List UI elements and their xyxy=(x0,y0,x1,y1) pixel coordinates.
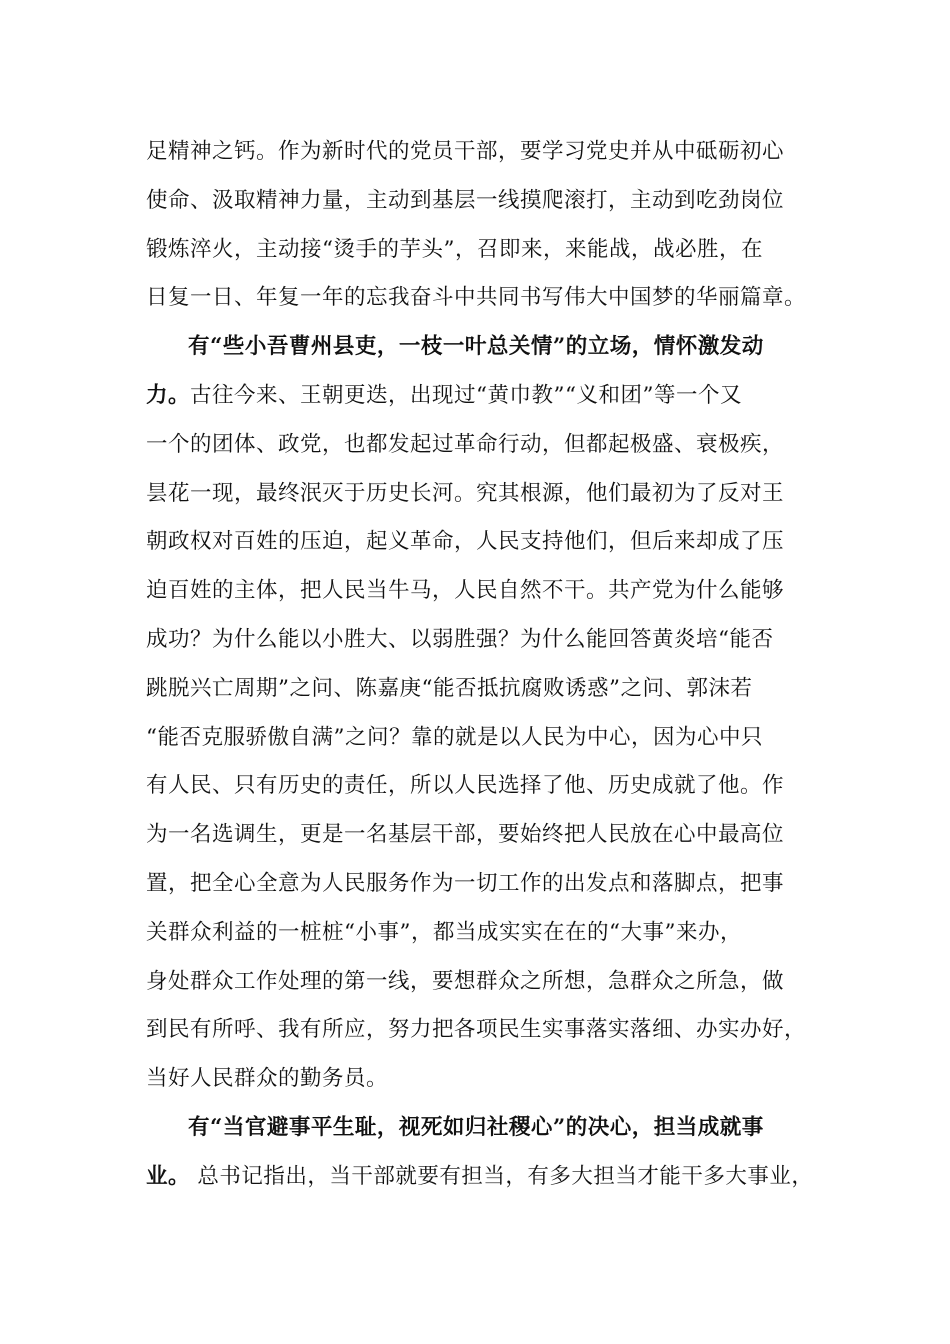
text-line: 为一名选调生，更是一名基层干部，要始终把人民放在心中最高位 xyxy=(146,822,785,848)
text-line xyxy=(146,1153,826,1202)
text-line: 身处群众工作处理的第一线，要想群众之所想，急群众之所急，做 xyxy=(146,968,785,994)
text-line: 日复一日、年复一年的忘我奋斗中共同书写伟大中国梦的华丽篇章。 xyxy=(146,285,807,311)
text-line: 成功？为什么能以小胜大、以弱胜强？为什么能回答黄炎培“能否 xyxy=(146,626,774,652)
text-line: “能否克服骄傲自满”之问？靠的就是以人民为中心，因为心中只 xyxy=(146,724,763,750)
section-heading: 有“当官避事平生耻，视死如归社稷心”的决心，担当成就事 xyxy=(188,1114,764,1140)
text-line: 跳脱兴亡周期”之问、陈嘉庚“能否抵抗腐败诱惑”之问、郭沫若 xyxy=(146,675,753,701)
text-line: 关群众利益的一桩桩“小事”，都当成实实在在的“大事”来办， xyxy=(146,919,742,945)
text-fragment: 总书记指出，当干部就要有担当，有多大担当才能干多大事业， xyxy=(190,1163,814,1189)
section-heading-end: 业。 xyxy=(146,1163,191,1189)
text-fragment: 古往今来、王朝更迭，出现过“黄巾教”“义和团”等一个又 xyxy=(190,382,742,408)
paragraph-2 xyxy=(146,323,826,1104)
text-line: 昙花一现，最终泯灭于历史长河。究其根源，他们最初为了反对王 xyxy=(146,480,785,506)
text-line: 迫百姓的主体，把人民当牛马，人民自然不干。共产党为什么能够 xyxy=(146,578,785,604)
text-line: 一个的团体、政党，也都发起过革命行动，但都起极盛、衰极疾， xyxy=(146,431,785,457)
document-body xyxy=(146,128,826,1202)
text-line: 当好人民群众的勤务员。 xyxy=(146,1066,389,1092)
paragraph-3 xyxy=(146,1104,826,1202)
section-heading-end: 力。 xyxy=(146,382,191,408)
paragraph-1 xyxy=(146,128,826,323)
text-line xyxy=(146,372,826,421)
section-heading: 有“些小吾曹州县吏，一枝一叶总关情”的立场，情怀激发动 xyxy=(188,334,764,360)
text-line: 置，把全心全意为人民服务作为一切工作的出发点和落脚点，把事 xyxy=(146,870,785,896)
text-line: 足精神之钙。作为新时代的党员干部，要学习党史并从中砥砺初心 xyxy=(146,139,785,164)
text-line: 到民有所呼、我有所应，努力把各项民生实事落实落细、办实办好， xyxy=(146,1017,807,1043)
text-line: 使命、汲取精神力量，主动到基层一线摸爬滚打，主动到吃劲岗位 xyxy=(146,187,785,213)
text-line: 有人民、只有历史的责任，所以人民选择了他、历史成就了他。作 xyxy=(146,773,785,799)
text-line: 锻炼淬火，主动接“烫手的芋头”，召即来，来能战，战必胜，在 xyxy=(146,236,763,262)
text-line: 朝政权对百姓的压迫，起义革命，人民支持他们，但后来却成了压 xyxy=(146,529,785,555)
